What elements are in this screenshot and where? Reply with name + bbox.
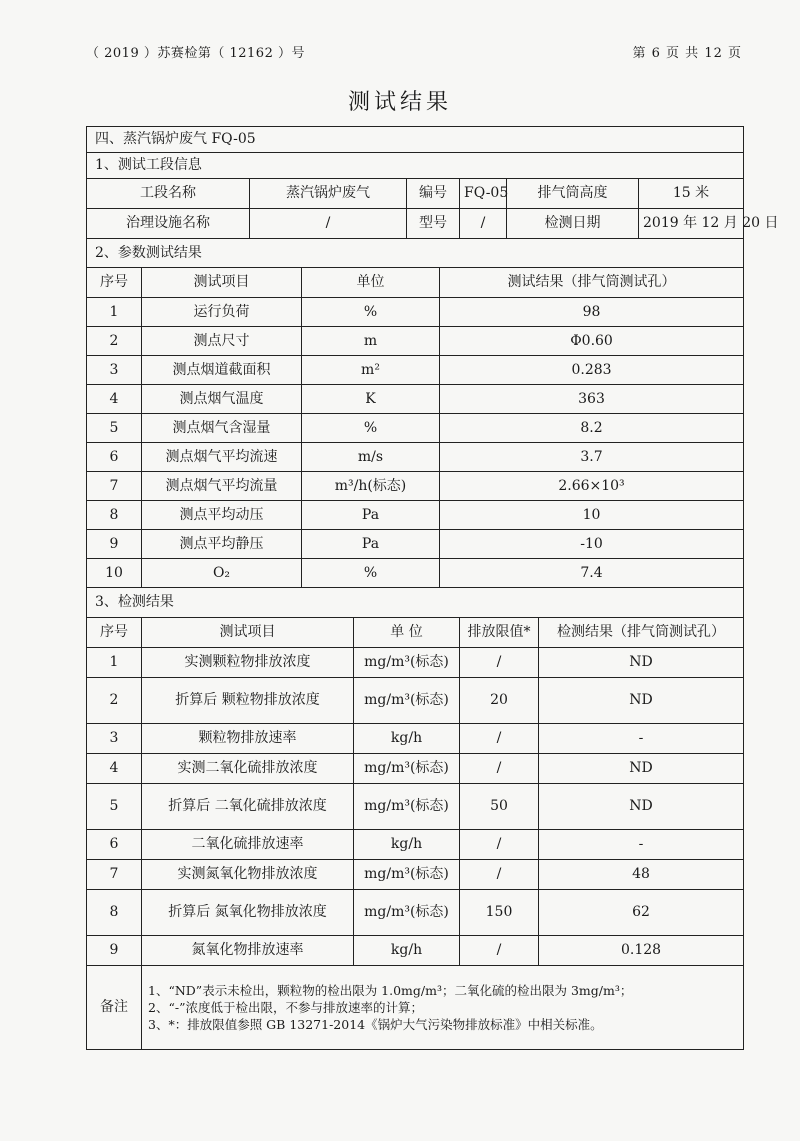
value-facility: / [250,209,407,239]
params-header-no: 序号 [87,268,142,298]
param-no: 7 [87,472,142,501]
param-unit: K [302,385,440,414]
result-limit: / [460,936,539,966]
param-item: 测点平均动压 [142,501,302,530]
value-test-date: 2019 年 12 月 20 日 [639,209,744,239]
param-no: 4 [87,385,142,414]
note-line: 1、“ND”表示未检出，颗粒物的检出限为 1.0mg/m³；二氧化硫的检出限为 3mg/m³； [148,983,633,998]
note-line: 3、*：排放限值参照 GB 13271-2014《锅炉大气污染物排放标准》中相关标准。 [148,1017,603,1032]
params-header-item: 测试项目 [142,268,302,298]
param-item: 测点烟气平均流量 [142,472,302,501]
param-result: 3.7 [440,443,744,472]
param-result: Φ0.60 [440,327,744,356]
table-row [87,860,744,890]
param-item: 测点烟气温度 [142,385,302,414]
result-limit: / [460,754,539,784]
param-no: 2 [87,327,142,356]
params-title: 2、参数测试结果 [87,239,744,268]
value-section-name: 蒸汽锅炉废气 [250,179,407,209]
param-item: 测点尺寸 [142,327,302,356]
result-item: 颗粒物排放速率 [142,724,354,754]
param-item: 测点平均静压 [142,530,302,559]
table-row [87,559,744,588]
table-row [87,414,744,443]
params-header-unit: 单位 [302,268,440,298]
table-row [87,530,744,559]
table-row [87,890,744,936]
result-unit: kg/h [354,724,460,754]
param-item: O₂ [142,559,302,588]
document-title: 测试结果 [347,90,452,115]
param-unit: Pa [302,530,440,559]
result-limit: / [460,724,539,754]
param-no: 9 [87,530,142,559]
param-item: 测点烟道截面积 [142,356,302,385]
table-row [87,443,744,472]
results-header-unit: 单 位 [354,618,460,648]
result-unit: mg/m³(标态) [354,754,460,784]
note-line: 2、“-”浓度低于检出限，不参与排放速率的计算； [148,1000,423,1015]
value-number: FQ-05 [460,179,507,209]
result-no: 6 [87,830,142,860]
results-header-item: 测试项目 [142,618,354,648]
result-item: 折算后 氮氧化物排放浓度 [142,890,354,936]
notes-label: 备注 [87,966,142,1050]
table-row [87,327,744,356]
result-unit: mg/m³(标态) [354,860,460,890]
result-limit: 150 [460,890,539,936]
results-header-result: 检测结果（排气筒测试孔） [539,618,744,648]
table-row [87,784,744,830]
param-no: 5 [87,414,142,443]
param-result: 363 [440,385,744,414]
info-title: 1、测试工段信息 [87,153,744,179]
param-no: 1 [87,298,142,327]
result-value: 62 [539,890,744,936]
table-row [87,501,744,530]
param-unit: m² [302,356,440,385]
result-no: 2 [87,678,142,724]
result-limit: 20 [460,678,539,724]
page-info: 第 6 页 共 12 页 [632,46,742,61]
label-facility: 治理设施名称 [87,209,250,239]
result-value: 0.128 [539,936,744,966]
result-item: 氮氧化物排放速率 [142,936,354,966]
results-table [86,126,779,1050]
param-result: 10 [440,501,744,530]
results-header-limit: 排放限值* [460,618,539,648]
result-no: 3 [87,724,142,754]
result-value: - [539,830,744,860]
result-no: 1 [87,648,142,678]
notes-content [142,966,744,1050]
results-header-no: 序号 [87,618,142,648]
report-number: （ 2019 ）苏赛检第（ 12162 ）号 [86,46,305,61]
result-no: 8 [87,890,142,936]
table-row [87,356,744,385]
result-item: 实测颗粒物排放浓度 [142,648,354,678]
table-row [87,724,744,754]
param-unit: m [302,327,440,356]
param-unit: m³/h(标态) [302,472,440,501]
result-no: 5 [87,784,142,830]
table-row [87,936,744,966]
result-unit: kg/h [354,936,460,966]
result-no: 7 [87,860,142,890]
param-unit: % [302,559,440,588]
param-unit: m/s [302,443,440,472]
result-value: ND [539,678,744,724]
table-row [87,678,744,724]
result-limit: / [460,648,539,678]
result-unit: mg/m³(标态) [354,678,460,724]
result-value: ND [539,648,744,678]
param-item: 测点烟气平均流速 [142,443,302,472]
result-value: 48 [539,860,744,890]
param-unit: % [302,414,440,443]
result-value: ND [539,784,744,830]
table-row [87,830,744,860]
table-row [87,648,744,678]
label-model: 型号 [407,209,460,239]
param-result: 0.283 [440,356,744,385]
param-item: 运行负荷 [142,298,302,327]
result-value: - [539,724,744,754]
param-no: 3 [87,356,142,385]
param-result: 7.4 [440,559,744,588]
param-result: 2.66×10³ [440,472,744,501]
result-item: 实测二氧化硫排放浓度 [142,754,354,784]
result-item: 折算后 颗粒物排放浓度 [142,678,354,724]
result-limit: / [460,830,539,860]
param-result: -10 [440,530,744,559]
table-row [87,472,744,501]
table-row [87,754,744,784]
value-model: / [460,209,507,239]
param-no: 10 [87,559,142,588]
result-no: 4 [87,754,142,784]
label-number: 编号 [407,179,460,209]
result-item: 折算后 二氧化硫排放浓度 [142,784,354,830]
value-stack-height: 15 米 [639,179,744,209]
param-no: 6 [87,443,142,472]
result-limit: / [460,860,539,890]
result-unit: kg/h [354,830,460,860]
result-unit: mg/m³(标态) [354,890,460,936]
result-item: 二氧化硫排放速率 [142,830,354,860]
label-test-date: 检测日期 [507,209,639,239]
param-result: 98 [440,298,744,327]
section-title: 四、蒸汽锅炉废气 FQ-05 [87,127,744,153]
result-no: 9 [87,936,142,966]
param-unit: Pa [302,501,440,530]
param-item: 测点烟气含湿量 [142,414,302,443]
result-item: 实测氮氧化物排放浓度 [142,860,354,890]
result-value: ND [539,754,744,784]
results-title: 3、检测结果 [87,588,744,618]
param-unit: % [302,298,440,327]
param-result: 8.2 [440,414,744,443]
param-no: 8 [87,501,142,530]
table-row [87,385,744,414]
label-stack-height: 排气筒高度 [507,179,639,209]
label-section-name: 工段名称 [87,179,250,209]
result-unit: mg/m³(标态) [354,648,460,678]
params-header-result: 测试结果（排气筒测试孔） [440,268,744,298]
result-unit: mg/m³(标态) [354,784,460,830]
table-row [87,298,744,327]
result-limit: 50 [460,784,539,830]
